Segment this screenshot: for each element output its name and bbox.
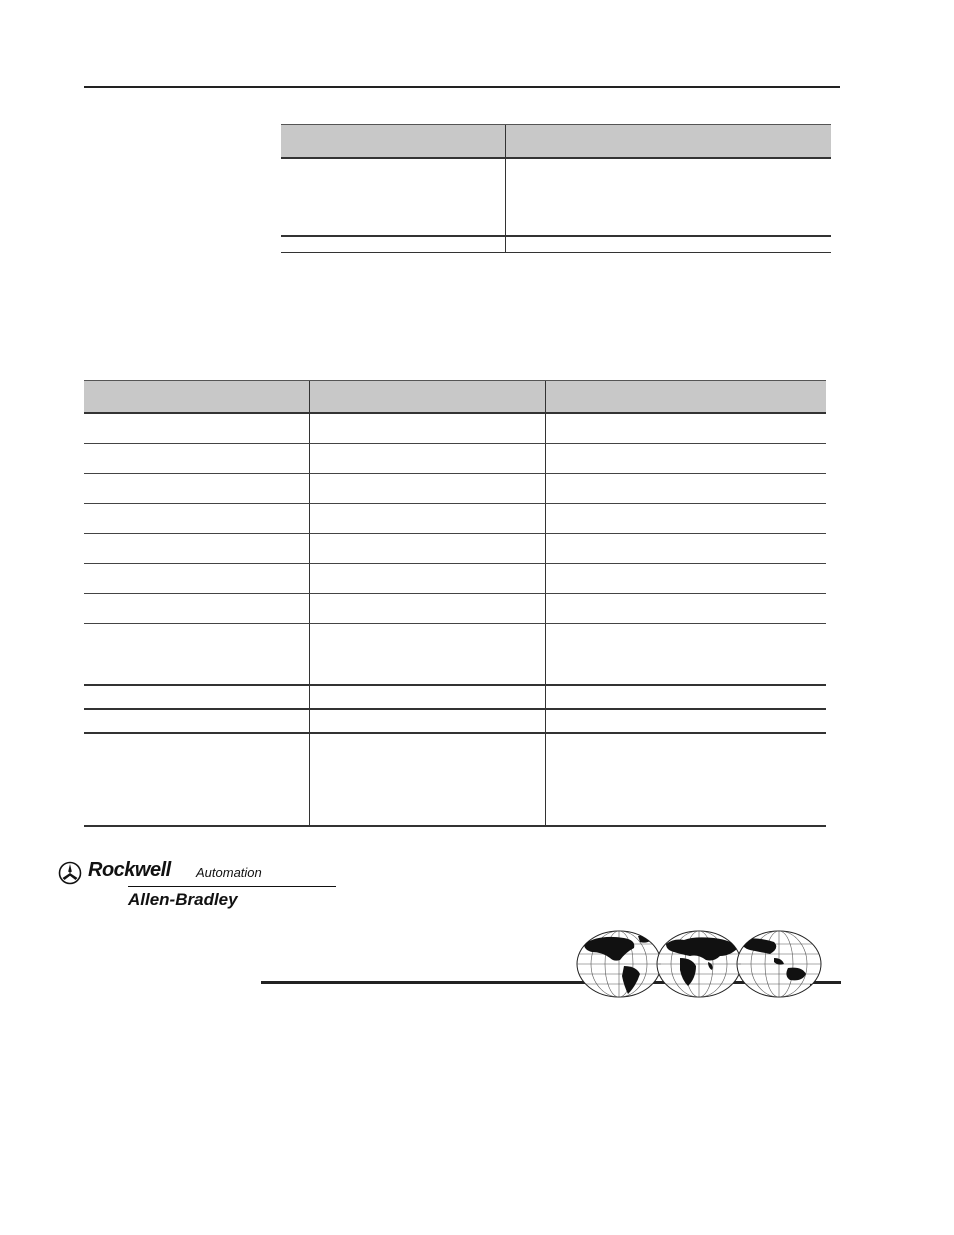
header-rule	[84, 86, 840, 88]
table-row	[84, 534, 826, 564]
table-row	[84, 474, 826, 504]
table-row	[84, 734, 826, 827]
company-logo	[58, 858, 338, 914]
company-name: Rockwell	[88, 859, 171, 881]
logo-divider	[128, 886, 336, 887]
table-row	[84, 594, 826, 624]
table-row	[84, 444, 826, 474]
brand-name: Allen-Bradley	[128, 890, 238, 909]
table-row	[84, 414, 826, 444]
division-name: Automation	[196, 865, 262, 880]
table-row	[84, 686, 826, 710]
rockwell-logo-icon	[58, 861, 82, 885]
table-row	[84, 564, 826, 594]
table-1-header	[281, 124, 831, 159]
table-2	[84, 380, 826, 827]
table-row	[84, 710, 826, 734]
table-2-header	[84, 380, 826, 414]
table-row	[84, 504, 826, 534]
table-row	[84, 624, 826, 686]
table-row	[281, 159, 831, 237]
table-row	[281, 237, 831, 253]
world-map-icon	[574, 930, 824, 998]
table-1	[281, 124, 831, 253]
